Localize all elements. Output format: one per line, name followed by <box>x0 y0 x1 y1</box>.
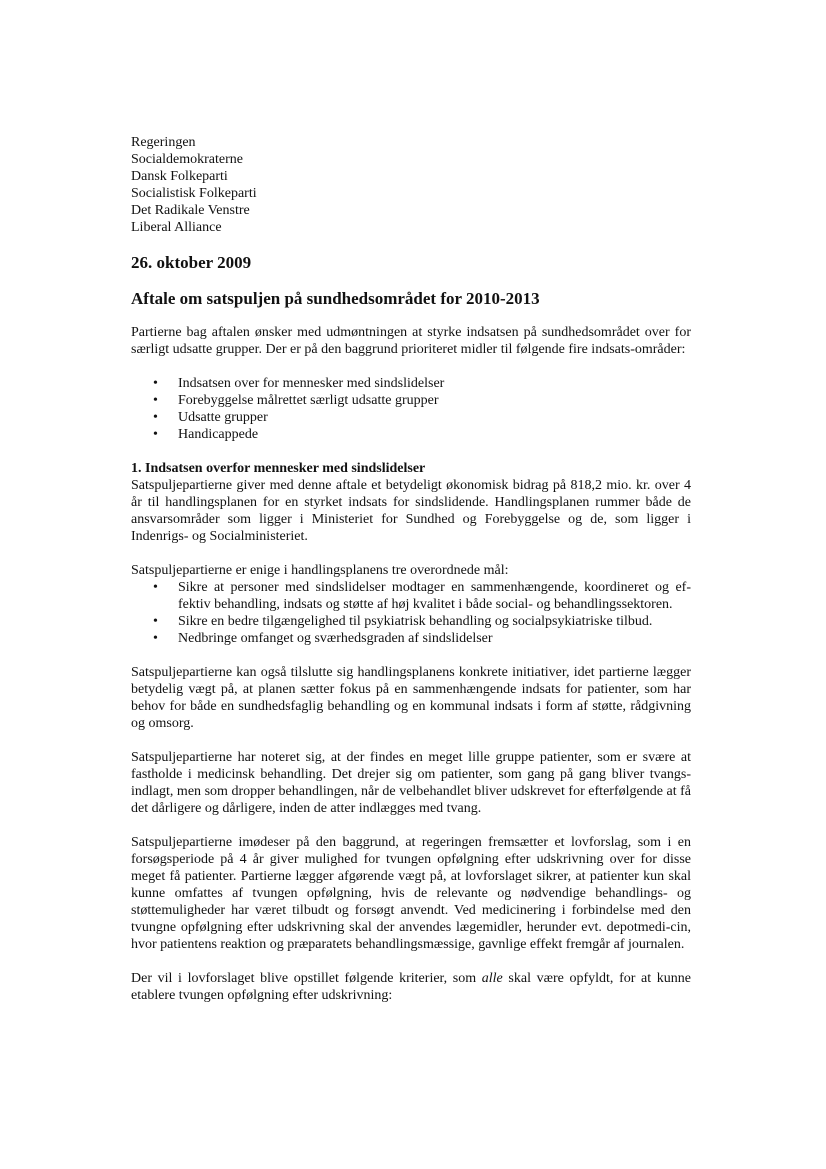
list-item <box>131 613 691 630</box>
list-item: • Forebyggelse målrettet særligt udsatte grupper <box>131 392 691 409</box>
goal-text: • Sikre at personer med sindslidelser modtager en sammenhængende, koordineret og ef-fektiv behandling, indsats og støtte af høj kvalitet i både social- og behandlingssektoren. <box>178 580 691 612</box>
text-span: Der vil i lovforslaget blive opstillet følgende kriterier, som <box>131 971 482 986</box>
party-name: Liberal Alliance <box>131 220 222 235</box>
section-heading: 1. Indsatsen overfor mennesker med sindslidelser <box>131 461 426 476</box>
list-item <box>131 630 691 647</box>
party-name: Det Radikale Venstre <box>131 203 250 218</box>
list-item: • Indsatsen over for mennesker med sindslidelser <box>131 375 691 392</box>
section-paragraph: Satspuljepartierne har noteret sig, at der findes en meget lille gruppe patienter, som er svære at fastholde i medicinsk behandling. Det drejer sig om patienter, som gang på gang bliver tvangs-indlagt, men som dropper behandlingen, når de velbehandlet bliver udskrevet for efterfølgende at få det dårligere og dårligere, inden de atter indlægges med tvang. <box>131 750 691 816</box>
criteria-intro-paragraph <box>131 970 691 1004</box>
list-item: • Udsatte grupper <box>131 409 691 426</box>
party-name: Dansk Folkeparti <box>131 169 228 184</box>
section-paragraph: Satspuljepartierne giver med denne aftale et betydeligt økonomisk bidrag på 818,2 mio. kr. over 4 år til handlingsplanen for en styrket indsats for sindslidende. Handlingsplanen rummer både de ansvarsområder som ligger i Ministeriet for Sundhed og Forebyggelse og de, som ligger i Indenrigs- og Socialministeriet. <box>131 478 691 544</box>
party-name: Socialistisk Folkeparti <box>131 186 257 201</box>
list-item <box>131 579 691 613</box>
text-span: skal være opfyldt, for at kunne etablere tvungen opfølgning efter udskrivning: <box>131 971 691 1003</box>
intro-paragraph: Partierne bag aftalen ønsker med udmøntningen at styrke indsatsen på sundhedsområdet over for særligt udsatte grupper. Der er på den baggrund prioriteret midler til følgende fire indsats-områder: <box>131 325 691 357</box>
focus-areas-list <box>131 375 691 443</box>
party-name: Socialdemokraterne <box>131 152 243 167</box>
emphasis: alle <box>481 971 503 986</box>
party-list <box>131 134 691 236</box>
goal-text: • Sikre en bedre tilgængelighed til psykiatrisk behandling og socialpsykiatriske tilbud. <box>178 614 653 629</box>
document-title: Aftale om satspuljen på sundhedsområdet for 2010-2013 <box>131 289 540 308</box>
goals-intro: Satspuljepartierne er enige i handlingsplanens tre overordnede mål: <box>131 563 509 578</box>
section-paragraph: Satspuljepartierne kan også tilslutte sig handlingsplanens konkrete initiativer, idet partierne lægger betydelig vægt på, at planen sætter fokus på en sammenhængende indsats for patienter, som har behov for både en sundhedsfaglig behandling og en kommunal indsats i form af støtte, rådgivning og omsorg. <box>131 665 691 731</box>
goals-list <box>131 579 691 647</box>
goal-text: • Nedbringe omfanget og sværhedsgraden af sindslidelser <box>178 631 493 646</box>
section-paragraph: Satspuljepartierne imødeser på den baggrund, at regeringen fremsætter et lovforslag, som i en forsøgsperiode på 4 år giver mulighed for tvungen opfølgning efter udskrivning over for disse meget få patienter. Partierne lægger afgørende vægt på, at lovforslaget sikrer, at patienter kun skal kunne omfattes af tvungen opfølgning, hvis de relevante og nødvendige behandlings- og støttemuligheder har været tilbudt og forsøgt anvendt. Ved medicinering i forbindelse med den tvungne opfølgning efter udskrivning skal der anvendes lægemidler, herunder evt. depotmedi-cin, hvor patientens reaktion og præparatets behandlingsmæssige, gavnlige effekt fremgår af journalen. <box>131 835 691 952</box>
list-item: • Handicappede <box>131 426 691 443</box>
document-date: 26. oktober 2009 <box>131 253 252 272</box>
document-page <box>131 134 691 1004</box>
party-name: Regeringen <box>131 135 196 150</box>
